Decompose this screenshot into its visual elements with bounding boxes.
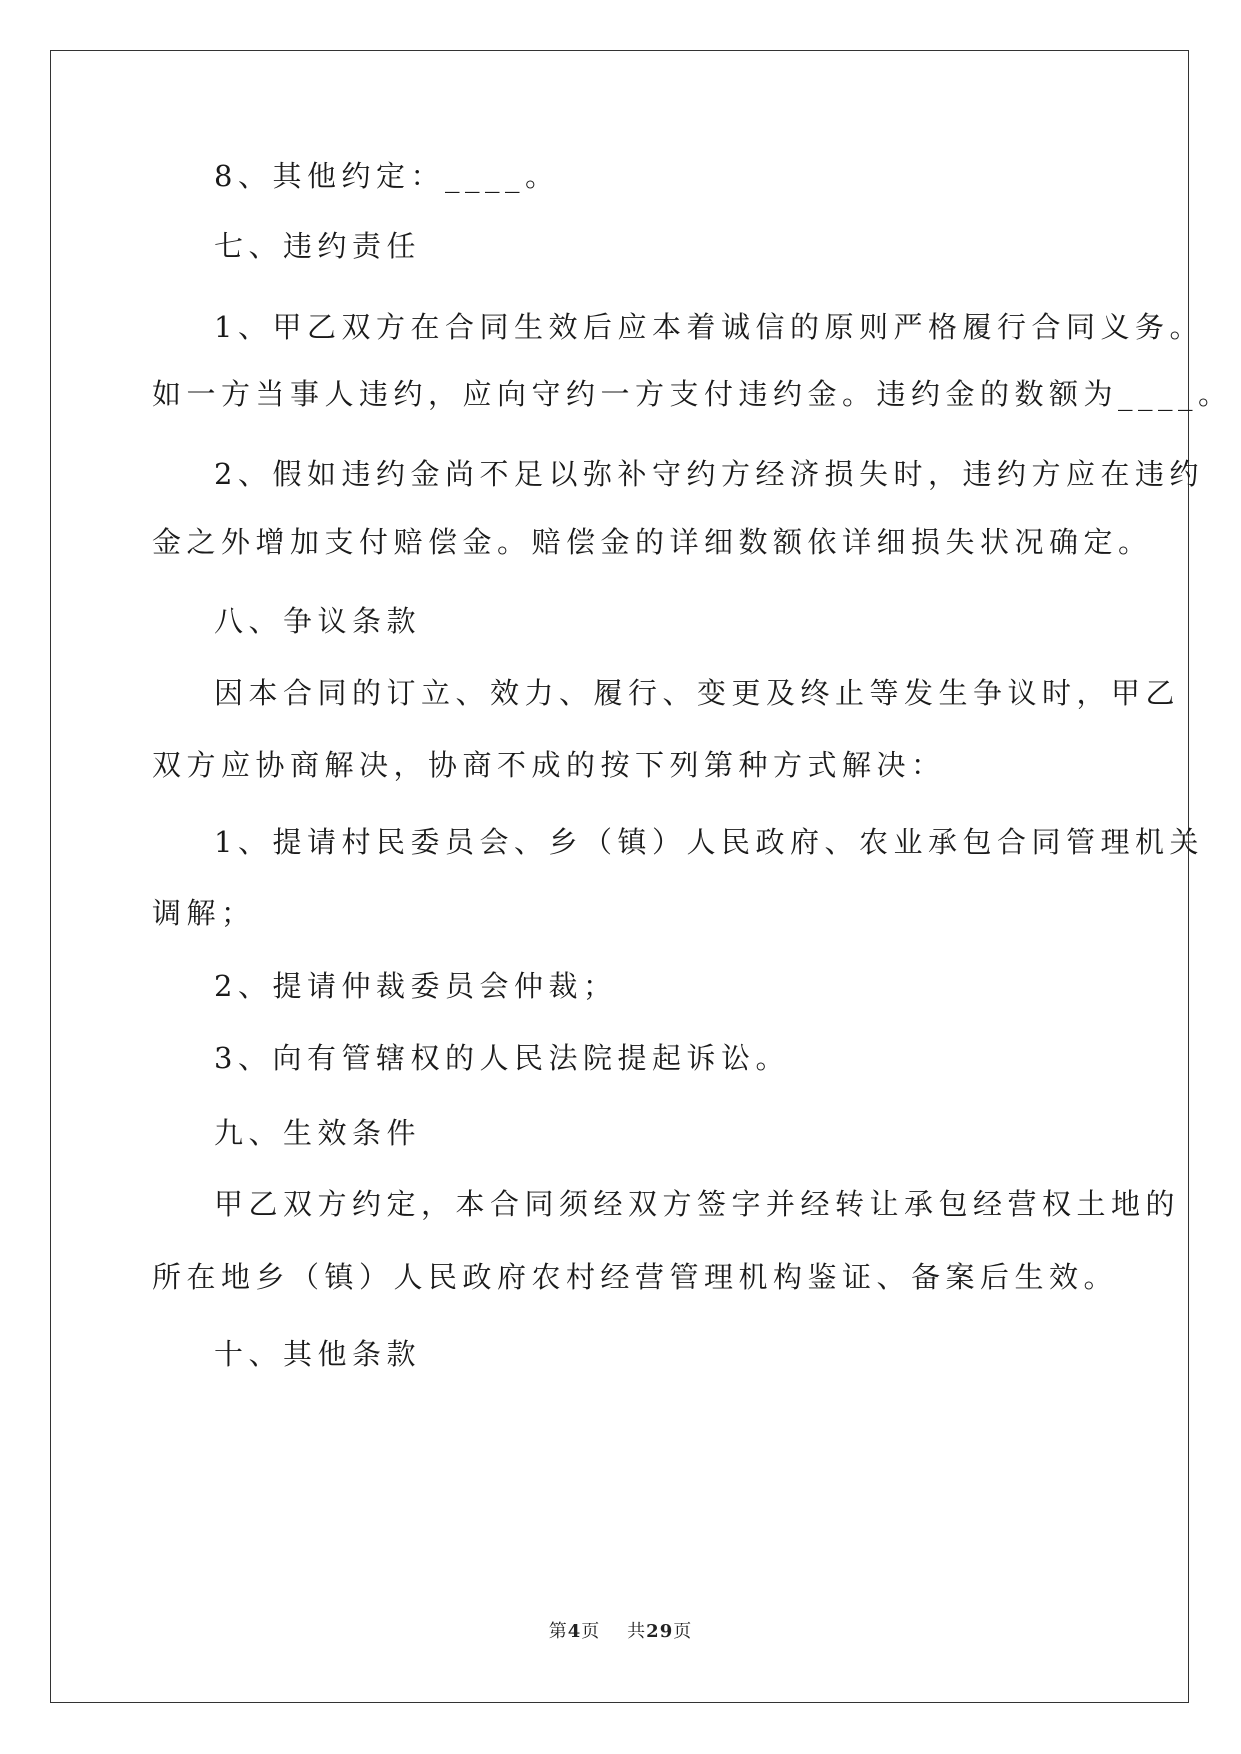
page-suffix: 页 — [581, 1621, 601, 1642]
section-7-paragraph-2-line-1: 2、假如违约金尚不足以弥补守约方经济损失时，违约方应在违约 — [214, 457, 1204, 491]
section-8-paragraph-line-2: 双方应协商解决，协商不成的按下列第种方式解决： — [152, 748, 946, 782]
page-footer — [0, 1620, 1241, 1644]
total-suffix: 页 — [673, 1621, 693, 1642]
page-prefix: 第 — [548, 1621, 568, 1642]
section-9-heading: 九、生效条件 — [214, 1116, 422, 1150]
section-7-paragraph-1-line-2: 如一方当事人违约，应向守约一方支付违约金。违约金的数额为____。 — [152, 377, 1233, 411]
total-page-count: 29 — [646, 1621, 674, 1642]
section-10-heading: 十、其他条款 — [214, 1337, 422, 1371]
total-prefix: 共 — [627, 1621, 647, 1642]
section-9-paragraph-line-2: 所在地乡（镇）人民政府农村经营管理机构鉴证、备案后生效。 — [152, 1260, 1119, 1294]
section-8-heading: 八、争议条款 — [214, 604, 422, 638]
section-8-option-1-line-1: 1、提请村民委员会、乡（镇）人民政府、农业承包合同管理机关 — [214, 825, 1204, 859]
section-7-heading: 七、违约责任 — [214, 229, 422, 263]
section-7-paragraph-2-line-2: 金之外增加支付赔偿金。赔偿金的详细数额依详细损失状况确定。 — [152, 525, 1153, 559]
clause-8-other-agreement: 8、其他约定：____。 — [214, 159, 560, 193]
section-9-paragraph-line-1: 甲乙双方约定，本合同须经双方签字并经转让承包经营权土地的 — [214, 1187, 1181, 1221]
section-8-paragraph-line-1: 因本合同的订立、效力、履行、变更及终止等发生争议时，甲乙 — [214, 676, 1181, 710]
section-8-option-2: 2、提请仲裁委员会仲裁； — [214, 969, 618, 1003]
current-page-number: 4 — [567, 1621, 582, 1642]
section-8-option-3: 3、向有管辖权的人民法院提起诉讼。 — [214, 1041, 790, 1075]
section-8-option-1-line-2: 调解； — [152, 896, 256, 930]
page-border — [50, 50, 1189, 1703]
section-7-paragraph-1-line-1: 1、甲乙双方在合同生效后应本着诚信的原则严格履行合同义务。 — [214, 310, 1204, 344]
